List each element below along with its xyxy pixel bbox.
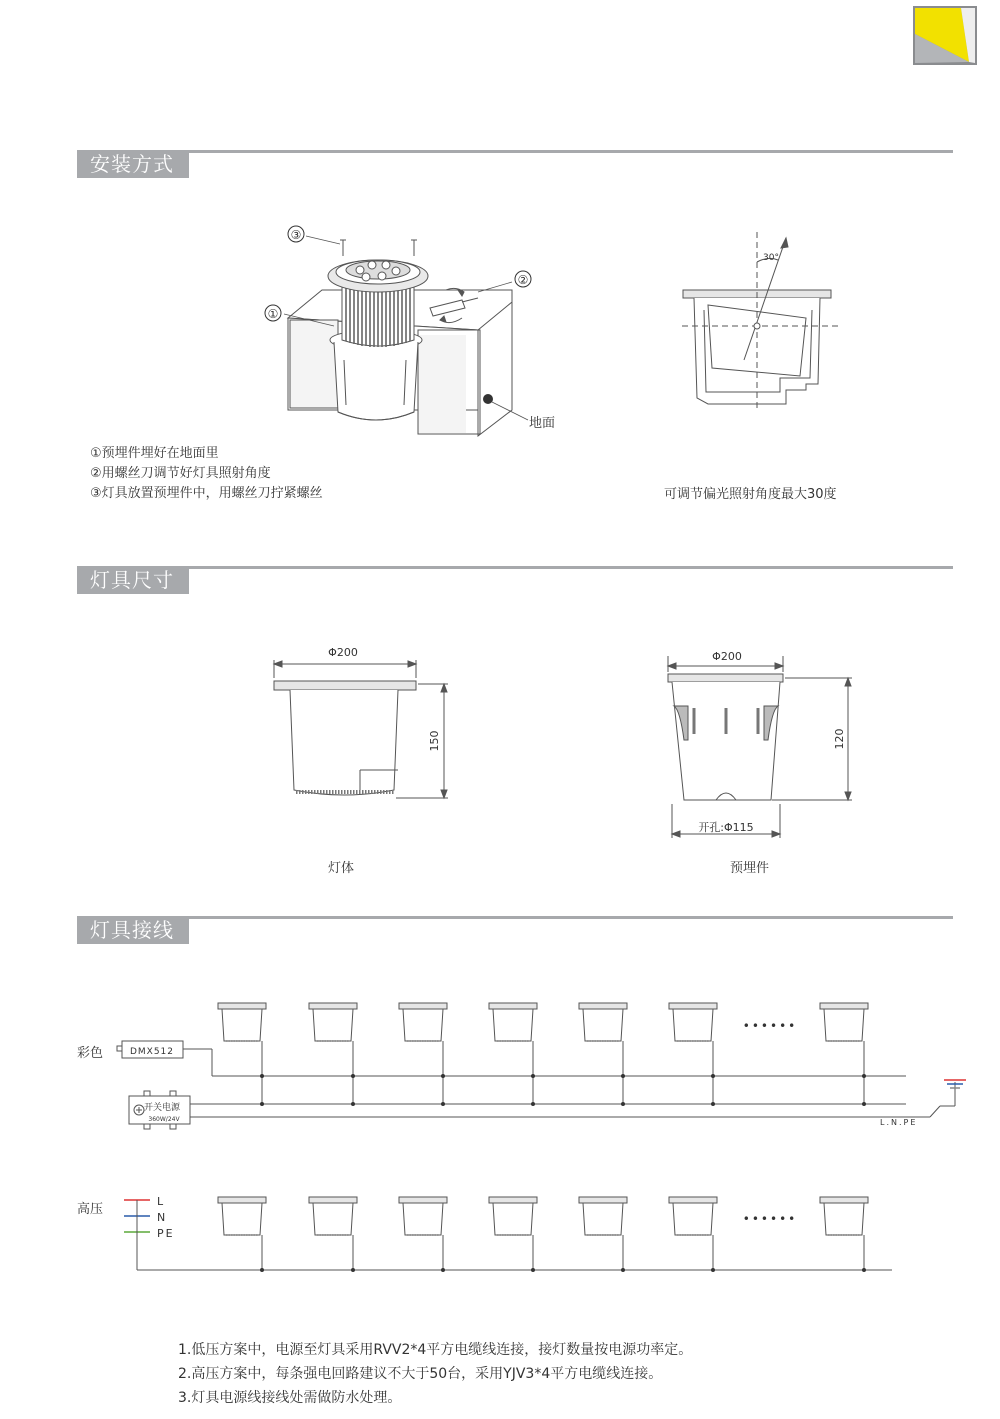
note-1: 1.低压方案中，电源至灯具采用RVV2*4平方电缆线连接，接灯数量按电源功率定。: [178, 1342, 693, 1358]
angle-diagram: [682, 232, 838, 410]
lamp-continuation-low: ••••••: [742, 1019, 798, 1033]
size-embed-part: [668, 656, 852, 838]
note-2: 2.高压方案中，每条强电回路建议不大于50台，采用YJV3*4平方电缆线连接。: [178, 1366, 663, 1382]
lamp-top-ring: [328, 260, 428, 292]
ground-label: 地面: [529, 416, 556, 431]
pe-label: PE: [157, 1227, 175, 1240]
n-label: N: [157, 1211, 166, 1224]
install-step-1: ①预埋件埋好在地面里: [90, 446, 219, 461]
body-diameter-label: Φ200: [328, 646, 358, 659]
callout-2: ②: [517, 273, 529, 287]
section-title-size: 灯具尺寸: [90, 568, 174, 592]
dmx-label: DMX512: [129, 1047, 175, 1057]
lamp-drops-high: [262, 1235, 864, 1270]
wiring-low-voltage: [183, 1049, 966, 1117]
ground-point-icon: [483, 394, 493, 404]
high-voltage-label: 高压: [77, 1202, 104, 1217]
embed-caption: 预埋件: [730, 861, 770, 876]
lamp-continuation-high: ••••••: [742, 1212, 798, 1226]
body-caption: 灯体: [328, 861, 355, 876]
size-lamp-body: [274, 660, 448, 798]
embed-height-label: 120: [833, 728, 846, 750]
embed-diameter-label: Φ200: [712, 650, 742, 663]
angle-caption: 可调节偏光照射角度最大30度: [664, 487, 837, 502]
section-title-wiring: 灯具接线: [90, 918, 174, 942]
color-scheme-label: 彩色: [77, 1046, 104, 1061]
embed-hole-label: 开孔:Φ115: [698, 821, 754, 834]
install-step-2: ②用螺丝刀调节好灯具照射角度: [90, 466, 271, 481]
section-title-install: 安装方式: [90, 152, 174, 176]
psu-sub: 360W/24V: [148, 1116, 180, 1123]
screw-icon: [340, 240, 417, 256]
junction-dots-low: [260, 1074, 866, 1106]
callout-1: ①: [267, 307, 279, 321]
note-3: 3.灯具电源线接线处需做防水处理。: [178, 1390, 402, 1406]
body-height-label: 150: [428, 730, 441, 752]
psu-title: 开关电源: [143, 1103, 181, 1113]
install-step-3: ③灯具放置预埋件中，用螺丝刀拧紧螺丝: [90, 486, 323, 501]
l-label: L: [157, 1195, 164, 1208]
callout-3: ③: [290, 228, 302, 242]
angle-label: 30°: [763, 253, 779, 263]
lnpe-label: L.N.PE: [880, 1118, 918, 1127]
lamp-drops-low: [262, 1041, 864, 1104]
